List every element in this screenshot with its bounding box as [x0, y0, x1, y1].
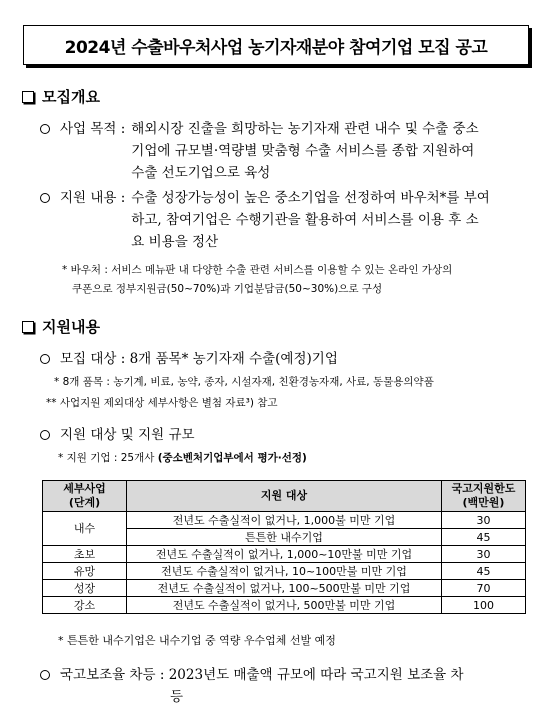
exclude-note: ** 사업지원 제외대상 세부사항은 별첨 자료³) 참고: [46, 397, 278, 409]
square-bullet-icon: [22, 321, 34, 333]
table-header-limit: 국고지원한도 (백만원): [442, 481, 526, 512]
section-overview-heading: [22, 86, 100, 107]
target-line: 모집 대상 : 8개 품목* 농기자재 수출(예정)기업: [60, 351, 338, 367]
content-line-3: 요 비용을 정산: [131, 234, 219, 250]
table-cell-stage: 유망: [43, 563, 127, 580]
table-cell-target: 전년도 수출실적이 없거나, 500만불 미만 기업: [127, 597, 442, 614]
subsidy-item: [40, 664, 464, 708]
circle-bullet-icon: [40, 354, 50, 364]
voucher-note-line-2: 쿠폰으로 정부지원금(50~70%)과 기업분담금(50~30%)으로 구성: [72, 283, 383, 295]
items-note: * 8개 품목 : 농기계, 비료, 농약, 종자, 시설자재, 친환경농자재, 사료, 동물용의약품: [54, 376, 434, 388]
content-item: [40, 187, 490, 253]
scale-item: [40, 424, 195, 446]
table-row: [43, 580, 526, 597]
purpose-line-2: 기업에 규모별·역량별 맞춤형 수출 서비스를 종합 지원하여: [131, 143, 475, 159]
scale-line: 지원 대상 및 지원 규모: [60, 427, 195, 443]
target-item: [40, 348, 338, 370]
table-row: [43, 512, 526, 529]
purpose-line-1: 해외시장 진출을 희망하는 농기자재 관련 내수 및 수출 중소: [131, 121, 479, 137]
content-line-2: 하고, 참여기업은 수행기관을 활용하여 서비스를 이용 후 소: [131, 212, 479, 228]
table-cell-limit: 100: [442, 597, 526, 614]
table-note: * 튼튼한 내수기업은 내수기업 중 역량 우수업체 선발 예정: [58, 634, 336, 647]
content-line-1: 수출 성장가능성이 높은 중소기업을 선정하여 바우처*를 부여: [131, 190, 490, 206]
content-label: 지원 내용 :: [60, 190, 126, 206]
table-row: [43, 546, 526, 563]
section-support-label: 지원내용: [42, 318, 100, 336]
square-bullet-icon: [22, 91, 34, 103]
table-header-row: [43, 481, 526, 512]
table-cell-target: 튼튼한 내수기업: [127, 529, 442, 546]
table-header-target: 지원 대상: [127, 481, 442, 512]
table-row: [43, 563, 526, 580]
table-cell-limit: 70: [442, 580, 526, 597]
purpose-item: [40, 118, 479, 184]
support-table: [42, 480, 526, 614]
circle-bullet-icon: [40, 670, 50, 680]
table-cell-target: 전년도 수출실적이 없거나, 1,000불 미만 기업: [127, 512, 442, 529]
subsidy-line-1: 국고보조율 차등 : 2023년도 매출액 규모에 따라 국고지원 보조율 차: [60, 667, 464, 683]
subsidy-line-2: 등: [170, 689, 184, 705]
voucher-note-line-1: * 바우처 : 서비스 메뉴판 내 다양한 수출 관련 서비스를 이용할 수 있는 온라인 가상의: [62, 264, 453, 276]
table-cell-limit: 45: [442, 529, 526, 546]
table-row: [43, 597, 526, 614]
circle-bullet-icon: [40, 430, 50, 440]
company-note-prefix: * 지원 기업 : 25개사: [58, 452, 158, 464]
table-header-stage: 세부사업 (단계): [43, 481, 127, 512]
circle-bullet-icon: [40, 193, 50, 203]
table-cell-limit: 30: [442, 546, 526, 563]
page-title: 2024년 수출바우처사업 농기자재분야 참여기업 모집 공고: [23, 25, 529, 65]
purpose-line-3: 수출 선도기업으로 육성: [131, 165, 271, 181]
table-cell-stage: 내수: [43, 512, 127, 546]
table-cell-stage: 성장: [43, 580, 127, 597]
table-cell-target: 전년도 수출실적이 없거나, 100~500만불 미만 기업: [127, 580, 442, 597]
purpose-label: 사업 목적 :: [60, 121, 126, 137]
table-cell-limit: 30: [442, 512, 526, 529]
section-support-heading: [22, 316, 100, 337]
company-note: [58, 450, 307, 467]
table-cell-target: 전년도 수출실적이 없거나, 10~100만불 미만 기업: [127, 563, 442, 580]
table-cell-limit: 45: [442, 563, 526, 580]
company-note-bold: (중소벤처기업부에서 평가·선정): [157, 452, 307, 464]
table-cell-target: 전년도 수출실적이 없거나, 1,000~10만불 미만 기업: [127, 546, 442, 563]
table-cell-stage: 강소: [43, 597, 127, 614]
circle-bullet-icon: [40, 124, 50, 134]
section-overview-label: 모집개요: [42, 88, 100, 106]
table-cell-stage: 초보: [43, 546, 127, 563]
